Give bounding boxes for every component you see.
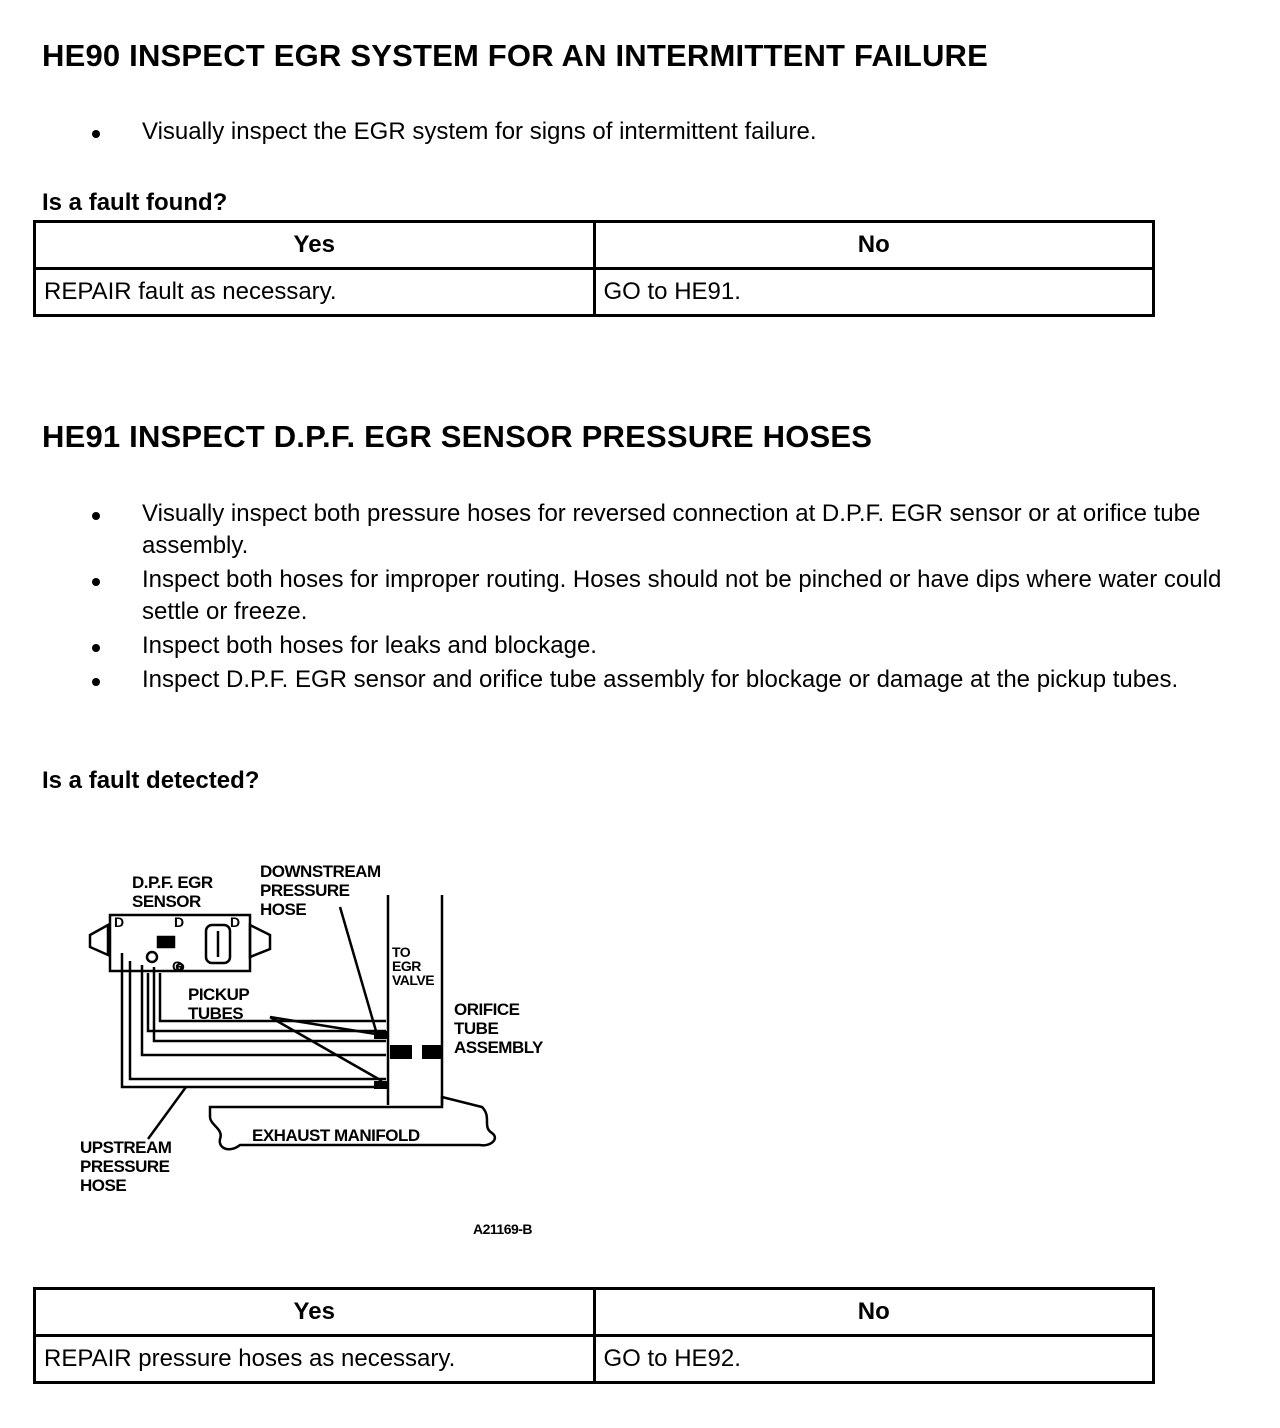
- yes-header: Yes: [35, 222, 595, 269]
- label-upstream-1: UPSTREAM: [80, 1138, 172, 1157]
- list-item: [0, 664, 1280, 696]
- section-heading-he90: HE90 INSPECT EGR SYSTEM FOR AN INTERMITTENT FAILURE: [42, 38, 989, 73]
- bullet-icon: [92, 578, 100, 586]
- figure-id: A21169-B: [473, 1221, 533, 1237]
- list-item: [0, 498, 1280, 562]
- table-header-row: [35, 222, 1154, 269]
- orifice-block-right: [422, 1045, 442, 1059]
- table-header-row: [35, 1289, 1154, 1336]
- yes-action: REPAIR fault as necessary.: [35, 269, 595, 316]
- label-manifold: EXHAUST MANIFOLD: [252, 1126, 420, 1145]
- label-upstream-2: PRESSURE: [80, 1157, 170, 1176]
- upstream-leader: [148, 1087, 186, 1139]
- result-table-he90: [33, 220, 1155, 317]
- egr-sensor-diagram: [70, 855, 590, 1255]
- label-egr-2: EGR: [392, 958, 421, 974]
- downstream-leader: [340, 907, 376, 1031]
- table-row: [35, 269, 1154, 316]
- yes-header: Yes: [35, 1289, 595, 1336]
- port-d-label: D: [230, 914, 240, 930]
- label-pickup-2: TUBES: [188, 1004, 244, 1023]
- label-orifice-1: ORIFICE: [454, 1000, 520, 1019]
- orifice-block-left: [390, 1045, 412, 1059]
- no-header: No: [594, 1289, 1154, 1336]
- bullet-icon: [92, 644, 100, 652]
- bullet-list-he90: [0, 116, 1280, 148]
- label-orifice-3: ASSEMBLY: [454, 1038, 543, 1057]
- bullet-icon: [92, 130, 100, 138]
- sensor-left-ear: [90, 925, 108, 955]
- sensor-right-ear: [250, 925, 270, 957]
- bullet-text: Visually inspect both pressure hoses for reversed connection at D.P.F. EGR sensor or at orifice tube assembly.: [142, 500, 1201, 559]
- no-action: GO to HE91.: [594, 269, 1154, 316]
- diagram-svg: [70, 855, 590, 1255]
- label-downstream-3: HOSE: [260, 900, 307, 919]
- list-item: [0, 116, 1280, 148]
- port-d-label: D: [114, 914, 124, 930]
- question-he91: Is a fault detected?: [42, 767, 260, 794]
- question-he90: Is a fault found?: [42, 189, 228, 216]
- list-item: [0, 564, 1280, 628]
- bullet-text: Visually inspect the EGR system for signs of intermittent failure.: [142, 118, 817, 145]
- bullet-text: Inspect both hoses for improper routing. Hoses should not be pinched or have dips where water could settle or freeze.: [142, 566, 1222, 625]
- bullet-text: Inspect both hoses for leaks and blockage.: [142, 632, 597, 659]
- label-downstream-1: DOWNSTREAM: [260, 862, 381, 881]
- no-action: GO to HE92.: [594, 1336, 1154, 1383]
- label-upstream-3: HOSE: [80, 1176, 127, 1195]
- bullet-icon: [92, 512, 100, 520]
- label-pickup-1: PICKUP: [188, 985, 250, 1004]
- list-item: [0, 630, 1280, 662]
- port-d-label: D: [174, 914, 184, 930]
- bullet-text: Inspect D.P.F. EGR sensor and orifice tube assembly for blockage or damage at the pickup tubes.: [142, 666, 1179, 693]
- bullet-list-he91: [0, 498, 1280, 696]
- label-orifice-2: TUBE: [454, 1019, 499, 1038]
- section-heading-he91: HE91 INSPECT D.P.F. EGR SENSOR PRESSURE HOSES: [42, 419, 873, 454]
- label-sensor-2: SENSOR: [132, 892, 201, 911]
- sensor-port-dot: [158, 937, 174, 947]
- port-g-label: G: [172, 958, 183, 974]
- no-header: No: [594, 222, 1154, 269]
- result-table-he91: [33, 1287, 1155, 1384]
- sensor-port-circle: [147, 952, 157, 962]
- yes-action: REPAIR pressure hoses as necessary.: [35, 1336, 595, 1383]
- bullet-icon: [92, 678, 100, 686]
- table-row: [35, 1336, 1154, 1383]
- label-egr-1: TO: [392, 944, 411, 960]
- label-egr-3: VALVE: [392, 972, 435, 988]
- label-sensor-1: D.P.F. EGR: [132, 873, 213, 892]
- label-downstream-2: PRESSURE: [260, 881, 350, 900]
